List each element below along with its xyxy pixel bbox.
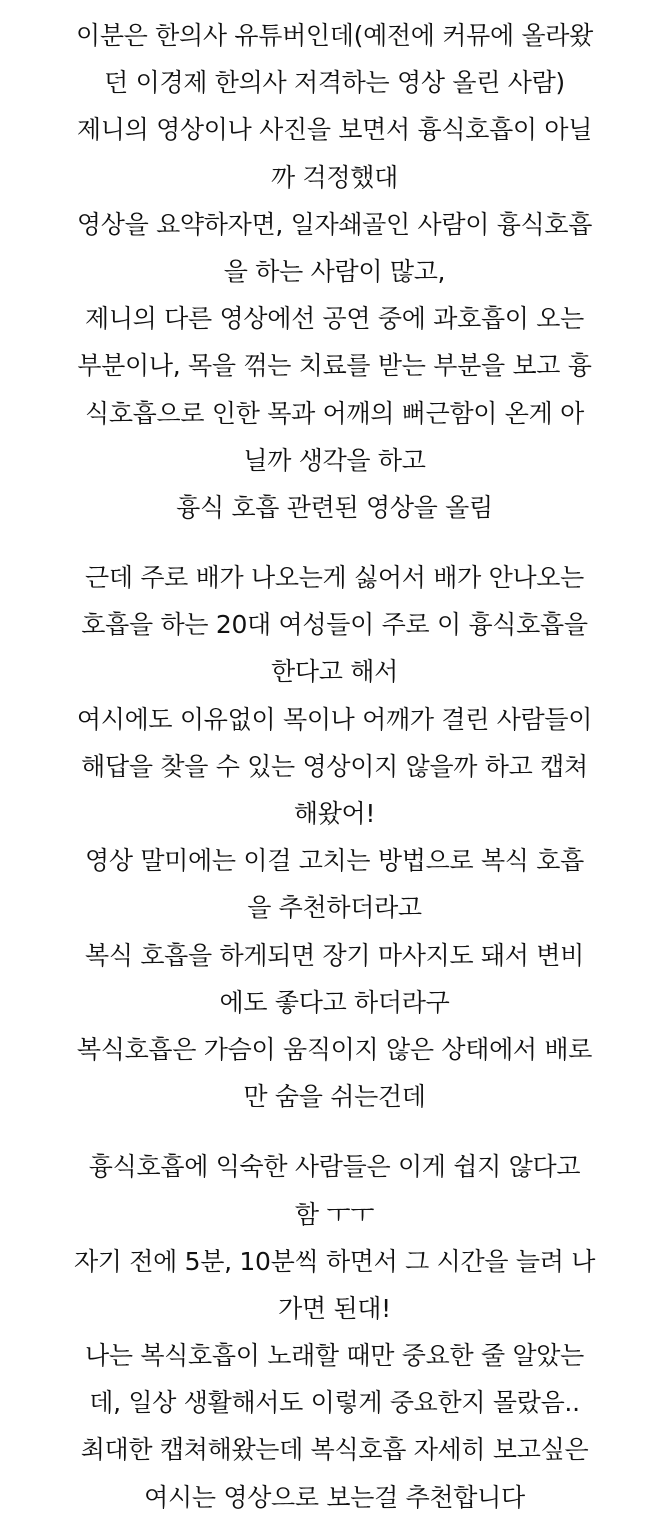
text-line: 만 숨을 쉬는건데: [243, 1082, 426, 1112]
text-line: 한다고 해서: [271, 657, 398, 687]
text-line: 데, 일상 생활해서도 이렇게 중요한지 몰랐음..: [89, 1388, 580, 1418]
text-line: 까 걱정했대: [271, 162, 398, 192]
text-line: 여시는 영상으로 보는걸 추천합니다: [144, 1482, 525, 1512]
text-line: 가면 된대!: [278, 1293, 391, 1323]
paragraph: [0, 1143, 669, 1521]
text-line: 자기 전에 5분, 10분씩 하면서 그 시간을 늘려 나: [73, 1246, 596, 1276]
text-line: 나는 복식호흡이 노래할 때만 중요한 줄 알았는: [84, 1341, 585, 1371]
paragraph: [0, 12, 669, 531]
text-line: 해답을 찾을 수 있는 영상이지 않을까 하고 캡쳐: [81, 751, 588, 781]
paragraph: [0, 554, 669, 1120]
text-line: 호흡을 하는 20대 여성들이 주로 이 흉식호흡을: [81, 610, 588, 640]
text-line: 복식호흡은 가슴이 움직이지 않은 상태에서 배로: [76, 1034, 593, 1064]
post-body: [0, 12, 669, 1521]
text-line: 근데 주로 배가 나오는게 싫어서 배가 안나오는: [84, 563, 585, 593]
text-line: 제니의 다른 영상에선 공연 중에 과호흡이 오는: [84, 304, 585, 334]
text-line: 을 추천하더라고: [247, 893, 422, 923]
text-line: 던 이경제 한의사 저격하는 영상 올린 사람): [104, 68, 565, 98]
text-line: 흉식 호흡 관련된 영상을 올림: [176, 492, 493, 522]
text-line: 흉식호흡에 익숙한 사람들은 이게 쉽지 않다고: [88, 1152, 581, 1182]
text-line: 이분은 한의사 유튜버인데(예전에 커뮤에 올라왔: [75, 21, 594, 50]
paragraph-spacer: [0, 1120, 669, 1143]
text-line: 부분이나, 목을 꺾는 치료를 받는 부분을 보고 흉: [77, 351, 592, 381]
text-line: 여시에도 이유없이 목이나 어깨가 결린 사람들이: [76, 704, 593, 734]
paragraph-spacer: [0, 531, 669, 554]
text-line: 에도 좋다고 하더라구: [219, 987, 450, 1017]
text-line: 을 하는 사람이 많고,: [223, 256, 446, 286]
text-line: 닐까 생각을 하고: [243, 445, 426, 475]
text-line: 제니의 영상이나 사진을 보면서 흉식호흡이 아닐: [76, 115, 593, 145]
text-line: 영상 말미에는 이걸 고치는 방법으로 복식 호흡: [84, 846, 585, 876]
text-line: 해왔어!: [293, 799, 376, 828]
text-line: 복식 호흡을 하게되면 장기 마사지도 돼서 변비: [84, 940, 585, 970]
text-line: 최대한 캡쳐해왔는데 복식호흡 자세히 보고싶은: [80, 1435, 589, 1465]
text-line: 식호흡으로 인한 목과 어깨의 뻐근함이 온게 아: [84, 398, 585, 428]
text-line: 영상을 요약하자면, 일자쇄골인 사람이 흉식호흡: [76, 209, 593, 239]
text-line: 함 ㅜㅜ: [294, 1199, 375, 1229]
